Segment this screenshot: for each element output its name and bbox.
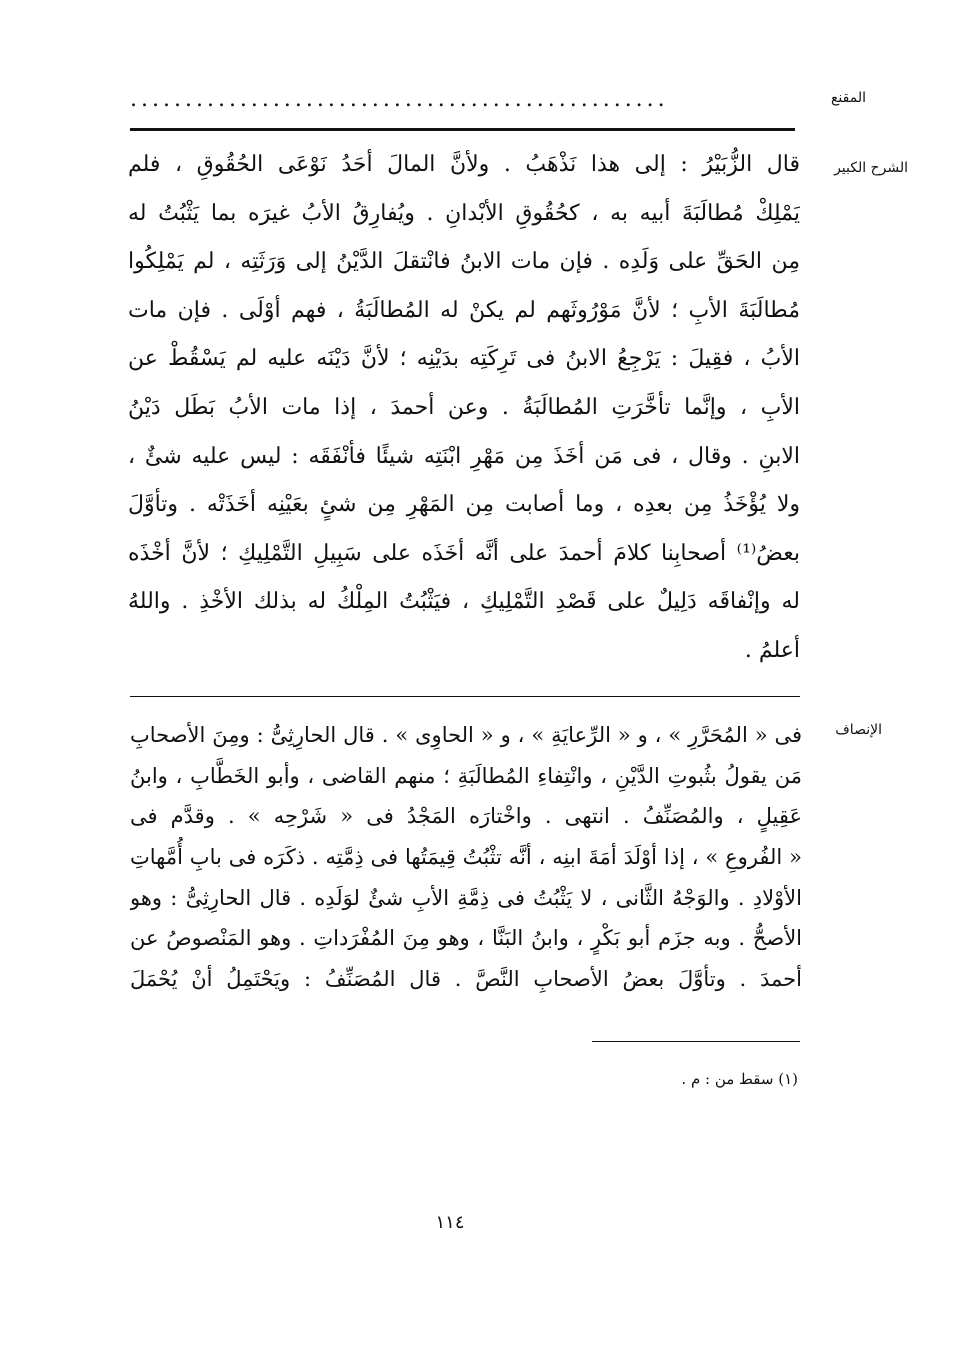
insaf-text (130, 715, 802, 1000)
insaf-line: « الفُروعِ » ، إذا أوْلَدَ أمَةَ ابنِه ، أنَّه تثْبُتُ قِيمَتُها فى ذِمَّتِه . ذكَرَه فى بابِ أُمَّهاتِ (130, 845, 802, 870)
insaf-line: الأصحُّ . وبه جزَم أبو بَكْرٍ ، وابنُ البَنَّا ، وهو مِنَ المُفْرَداتِ . وهو المَنْصوصُ عن (130, 926, 802, 951)
sharh-text (128, 141, 800, 676)
sharh-line: أعلمُ . (744, 637, 800, 663)
top-rule (130, 128, 795, 131)
page-number: ١١٤ (435, 1212, 465, 1233)
sharh-line: ولا يُؤْخَذُ مِن بعدِه ، وما أصابت مِن المَهْرِ مِن شئٍ بعَيْنِه أخَذَتْه . وتأوَّلَ (128, 492, 800, 518)
insaf-line: أحمدَ . وتأوَّلَ بعضُ الأصحابِ النَّصَّ . قال المُصَنِّفُ : ويَحْتَمِلُ أنْ يُحْمَلَ (130, 967, 802, 992)
sharh-line: له وإنْفاقَه دَلِيلٌ على قَصْدِ التَّمْلِيكِ ، فيَثْبُتُ المِلْكُ له بذلك الأخْذِ . واللهُ (128, 589, 800, 615)
sharh-line: مِن الحَقِّ على وَلَدِه . فإن مات الابنُ فانْتقلَ الدَّيْنُ إلى وَرَثَتِه ، لم يَمْلِكُوا (128, 249, 800, 275)
sharh-line: مُطالَبَةَ الأبِ ؛ لأنَّ مَوْرُوثَهم لم يكنْ له المُطالَبَةُ ، فهم أوْلَى . فإن مات (128, 297, 800, 323)
sharh-line: الأبِ ، وإنَّما تأخَّرَتِ المُطالَبَةُ . وعن أحمدَ ، إذا مات الأبُ بَطَل دَيْنُ (128, 394, 800, 420)
sharh-line: قال الزُّبَيْرُ : إلى هذا نَذْهَبُ . ولأنَّ المالَ أحَدُ نَوْعَى الحُقُوقِ ، فلم (128, 152, 800, 177)
section-divider (130, 696, 800, 697)
footnote: (١) سقط من : م . (681, 1070, 798, 1088)
insaf-section-label: الإنصاف (835, 722, 882, 738)
insaf-line: عَقِيلٍ ، والمُصَنِّفُ . انتهى . واخْتارَه المَجْدُ فى « شَرْحِه » . وقدَّم فى (130, 804, 802, 829)
sharh-line: الأبُ ، فقِيلَ : يَرْجِعُ الابنُ فى تَرِكَتِه بدَيْنِه ؛ لأنَّ دَيْنَه عليه لم يَسْقُطْ عن (128, 346, 800, 372)
sharh-line: الابنِ . وقال ، فى مَن أخَذَ مِن مَهْرِ ابْنَتِه شيئًا فأنْفَقَه : ليس عليه شئٌ ، (128, 443, 800, 469)
sharh-line: بعضُ⁽¹⁾ أصحابِنا كلامَ أحمدَ على أنَّه أخَذَه على سَبِيلِ التَّمْلِيكِ ؛ لأنَّ أخْذَه (128, 540, 800, 566)
insaf-line: مَن يقولُ بثُبوتِ الدَّيْنِ ، وانْتِفاءِ المُطالَبَةِ ؛ منهم القاضى ، وأبو الخَطَّابِ ، وابنُ (130, 763, 802, 788)
header-label: المقنع (830, 90, 866, 106)
sharh-line: يَمْلِكْ مُطالَبَةَ أبيه به ، كحُقُوقِ الأبْدانِ . ويُفارِقُ الأبُ غيرَه بما يَثْبُتُ له (128, 200, 800, 226)
sharh-section-label: الشرح الكبير (834, 160, 908, 176)
footnote-rule (592, 1041, 800, 1042)
insaf-line: فى « المُحَرَّرِ » ، و « الرِّعايَةِ » ، و « الحاوِى » . قال الحارِثِىُّ : ومِنَ الأصحابِ (130, 723, 802, 747)
header-dotted-leader: ................................................. (130, 88, 669, 112)
insaf-line: الأوْلادِ . والوَجْهُ الثَّانى ، لا يَثْبُتُ فى ذِمَّةِ الأبِ شئٌ لوَلَدِه . قال الحارِثِىُّ : وهو (130, 885, 802, 910)
